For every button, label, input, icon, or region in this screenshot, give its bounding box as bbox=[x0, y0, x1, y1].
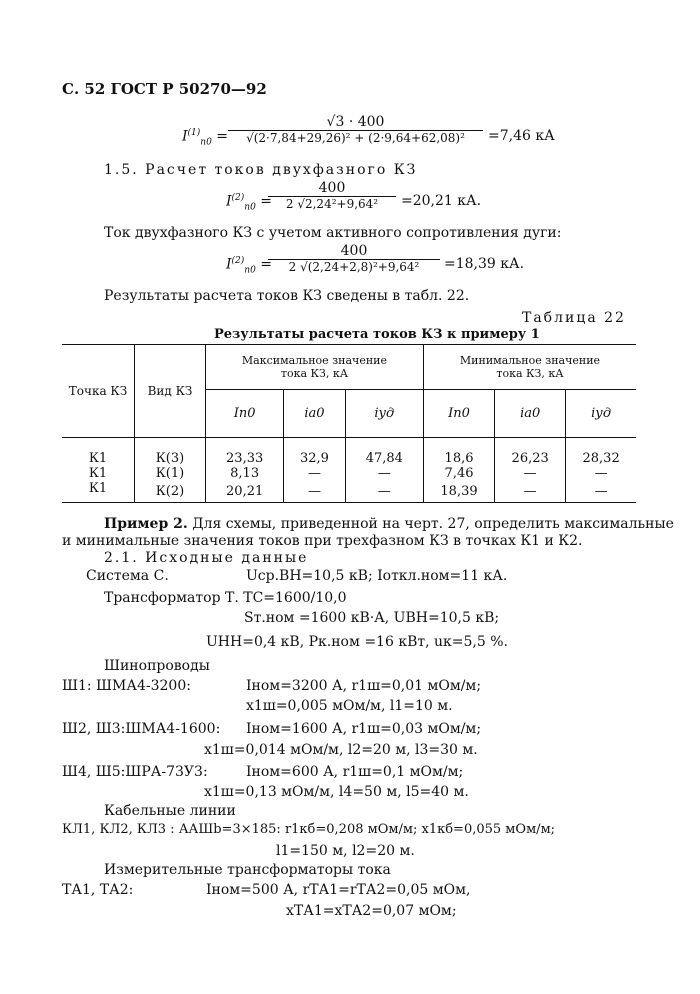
section-2-1: 2.1. Исходные данные bbox=[104, 550, 309, 566]
eq3-lhs: $I^{(2)}_{п0}$ = bbox=[226, 256, 272, 276]
cell: — bbox=[566, 466, 636, 481]
cell: К1 bbox=[88, 450, 108, 466]
cable-line1: КЛ1, КЛ2, КЛ3 : ААШb=3×185: r1кб=0,208 мОм/м; x1кб=0,055 мОм/м; bbox=[62, 822, 556, 837]
cell: — bbox=[345, 481, 423, 503]
eq2-fraction: $\frac{400}{\text{2 √2,24²+9,64²}}$ bbox=[268, 180, 396, 211]
table-title: Результаты расчета токов КЗ к примеру 1 bbox=[214, 327, 540, 342]
cell: 8,13 bbox=[206, 466, 284, 481]
section-1-5: 1.5. Расчет токов двухфазного КЗ bbox=[104, 162, 418, 178]
cell: К1 bbox=[88, 465, 108, 481]
cell: 32,9 bbox=[284, 438, 345, 466]
transformer-line2: UНН=0,4 кВ, Pк.ном =16 кВт, uк=5,5 %. bbox=[206, 634, 508, 650]
cell: — bbox=[495, 481, 566, 503]
page-header: С. 52 ГОСТ Р 50270—92 bbox=[62, 80, 267, 98]
example2-line1 bbox=[104, 516, 674, 532]
ct-heading: Измерительные трансформаторы тока bbox=[104, 862, 391, 878]
sh1-label: Ш1: ШМА4-3200: bbox=[62, 678, 191, 694]
eq3-fraction: $\frac{400}{\text{2 √(2,24+2,8)²+9,64²}}$ bbox=[268, 243, 440, 274]
results-table bbox=[62, 344, 636, 503]
arc-text: Ток двухфазного КЗ с учетом активного сопротивления дуги: bbox=[104, 225, 562, 241]
transformer-label: Трансформатор Т. ТС=1600/10,0 bbox=[104, 590, 347, 606]
cell: 20,21 bbox=[206, 481, 284, 503]
sub-header: iуд bbox=[345, 390, 423, 438]
cable-line2: l1=150 м, l2=20 м. bbox=[276, 843, 415, 859]
sh45-line2: x1ш=0,13 мОм/м, l4=50 м, l5=40 м. bbox=[204, 784, 469, 800]
ta-line1: Iном=500 А, rТА1=rТА2=0,05 мОм, bbox=[206, 882, 471, 898]
cell: — bbox=[495, 466, 566, 481]
ta-label: ТА1, ТА2: bbox=[62, 882, 134, 898]
cell: 28,32 bbox=[566, 438, 636, 466]
min-header: Минимальное значение тока КЗ, кА bbox=[423, 345, 636, 390]
max-header: Максимальное значение тока КЗ, кА bbox=[206, 345, 424, 390]
example2-line2: и минимальные значения токов при трехфазном КЗ в точках К1 и К2. bbox=[62, 533, 583, 549]
cell: 26,23 bbox=[495, 438, 566, 466]
system-label: Система С. bbox=[86, 568, 169, 584]
table-row bbox=[62, 438, 636, 466]
table-row bbox=[62, 466, 636, 481]
system-values: Uср.ВН=10,5 кВ; Iоткл.ном=11 кА. bbox=[246, 568, 508, 584]
cell: — bbox=[566, 481, 636, 503]
col-point: Точка КЗ bbox=[68, 384, 128, 398]
table-label: Таблица 22 bbox=[522, 310, 626, 326]
eq1-fraction: $\frac{√3 \cdot 400}{\text{√(2·7,84+29,26)² + (2·9,64+62,08)²}}$ bbox=[228, 114, 483, 145]
cables-heading: Кабельные линии bbox=[104, 803, 236, 819]
eq2-result: =20,21 кА. bbox=[401, 193, 482, 209]
cell: — bbox=[284, 481, 345, 503]
cell: 47,84 bbox=[345, 438, 423, 466]
col-type: Вид КЗ bbox=[135, 345, 206, 438]
sh23-line1: Iном=1600 А, r1ш=0,03 мОм/м; bbox=[246, 721, 482, 737]
example2-text: Для схемы, приведенной на черт. 27, определить максимальные bbox=[187, 516, 674, 532]
ta-line2: xТА1=xТА2=0,07 мОм; bbox=[286, 903, 457, 919]
example2-label: Пример 2. bbox=[104, 516, 188, 532]
cell: — bbox=[284, 466, 345, 481]
eq1-result: =7,46 кА bbox=[488, 128, 555, 144]
transformer-line1: Sт.ном =1600 кВ·А, UВН=10,5 кВ; bbox=[244, 610, 500, 626]
cell: 7,46 bbox=[423, 466, 494, 481]
sub-header: iа0 bbox=[495, 390, 566, 438]
sh45-line1: Iном=600 А, r1ш=0,1 мОм/м; bbox=[246, 764, 464, 780]
sub-header: Iп0 bbox=[423, 390, 494, 438]
sh23-label: Ш2, Ш3:ШМА4-1600: bbox=[62, 721, 221, 737]
eq3-result: =18,39 кА. bbox=[444, 256, 525, 272]
cell: — bbox=[345, 466, 423, 481]
cell: 18,39 bbox=[423, 481, 494, 503]
eq1-lhs: $I^{(1)}_{п0}$ = bbox=[182, 128, 228, 148]
cell: К1 bbox=[88, 480, 108, 496]
sub-header: iуд bbox=[566, 390, 636, 438]
cell: 18,6 bbox=[423, 438, 494, 466]
results-text: Результаты расчета токов КЗ сведены в табл. 22. bbox=[104, 288, 470, 304]
cell: К(1) bbox=[135, 466, 206, 481]
sh1-line1: Iном=3200 А, r1ш=0,01 мОм/м; bbox=[246, 678, 482, 694]
eq2-lhs: $I^{(2)}_{п0}$ = bbox=[226, 193, 272, 213]
cell: 23,33 bbox=[206, 438, 284, 466]
cell: К(2) bbox=[135, 481, 206, 503]
sh23-line2: x1ш=0,014 мОм/м, l2=20 м, l3=30 м. bbox=[204, 742, 478, 758]
sub-header: Iп0 bbox=[206, 390, 284, 438]
table-row bbox=[62, 481, 636, 503]
sh45-label: Ш4, Ш5:ШРА-73У3: bbox=[62, 764, 208, 780]
busbars-heading: Шинопроводы bbox=[104, 658, 210, 674]
sub-header: iа0 bbox=[284, 390, 345, 438]
sh1-line2: x1ш=0,005 мОм/м, l1=10 м. bbox=[246, 698, 453, 714]
cell: К(3) bbox=[135, 438, 206, 466]
